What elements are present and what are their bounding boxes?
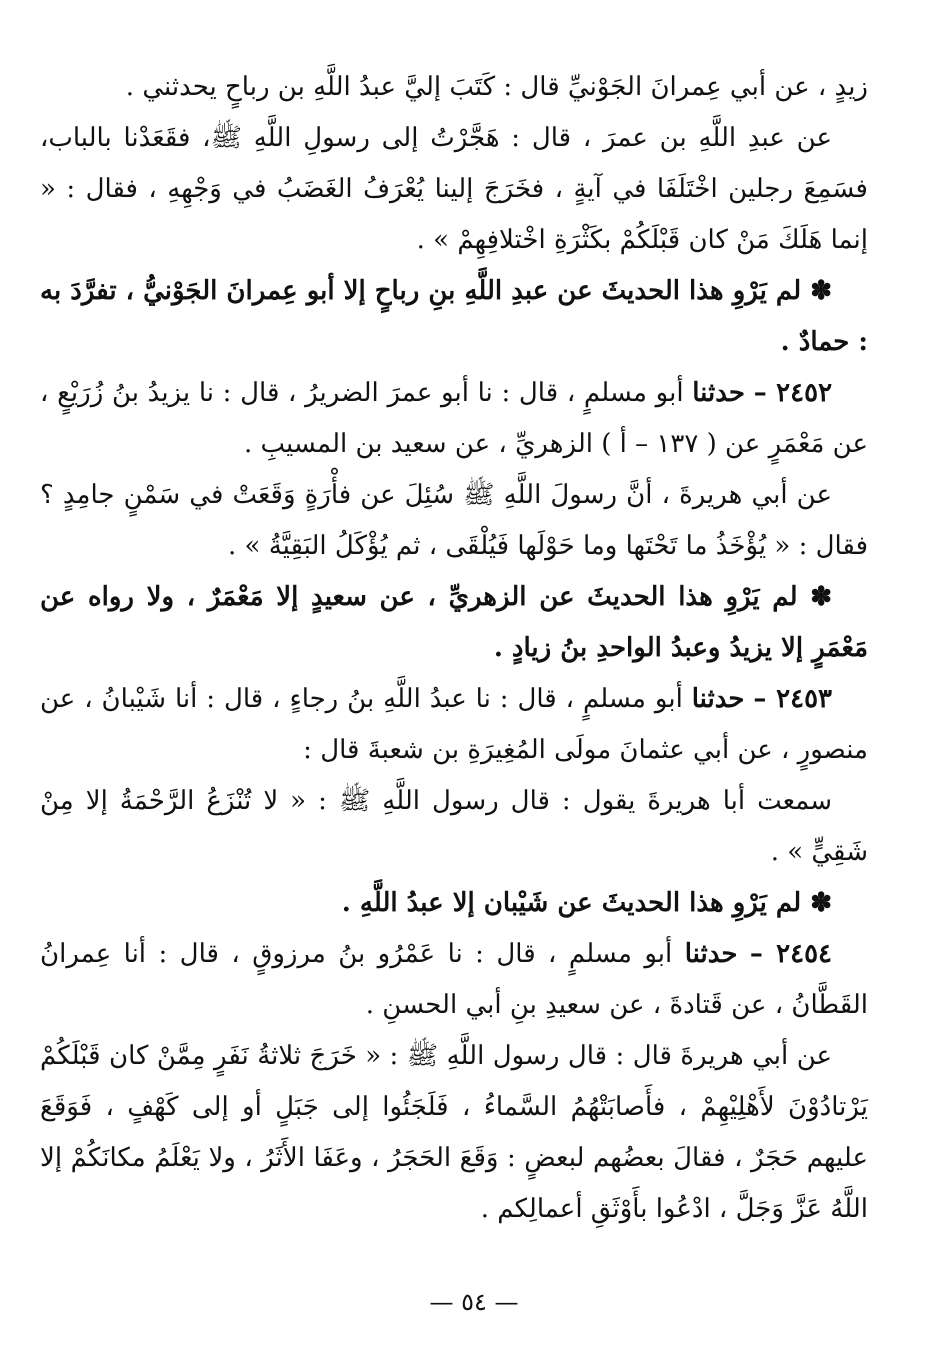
paragraph-hadith-isnad — [40, 929, 868, 1031]
paragraph-hadith-matn: سمعت أبا هريرةَ يقول : قال رسول اللَّهِ ﷺ : « لا تُنْزَعُ الرَّحْمَةُ إلا مِنْ شَقِيٍّ » . — [40, 786, 868, 867]
isnad-text: أبو مسلمٍ ، قال : نا عبدُ اللَّهِ بنُ رجاءٍ ، قال : أنا شَيْبانُ ، عن منصورٍ ، عن أبي عثمانَ مولَى المُغِيرَةِ بن شعبةَ قال : — [40, 684, 868, 765]
paragraph-commentary: ✽ لم يَرْوِ هذا الحديثَ عن عبدِ اللَّهِ بنِ رباحٍ إلا أبو عِمرانَ الجَوْنيُّ ، تفرَّدَ به : حمادٌ . — [40, 276, 868, 357]
paragraph-hadith-matn: عن عبدِ اللَّهِ بن عمرَ ، قال : هَجَّرْتُ إلى رسولِ اللَّهِ ﷺ، فقَعَدْنا بالباب، فسَمِعَ رجلين اخْتَلَفَا في آيةٍ ، فخَرَجَ إلينا يُعْرَفُ الغَضَبُ في وَجْهِهِ ، فقال : « إنما هَلَكَ مَنْ كان قَبْلَكُمْ بكَثْرَةِ اخْتلافِهِمْ » . — [40, 123, 868, 255]
hadith-opening-word: حدثنا — [691, 684, 745, 714]
page-number: — ٥٤ — — [429, 1288, 519, 1316]
paragraph-hadith-matn: عن أبي هريرةَ قال : قال رسول اللَّهِ ﷺ : « خَرَجَ ثلاثةُ نَفَرٍ مِمَّنْ كان قَبْلَكُمْ يَرْتادُوْنَ لأَهْلِيْهِمْ ، فأَصابَتْهُمُ السَّماءُ ، فَلَجَئُوا إلى جَبَلٍ أو إلى كَهْفٍ ، فَوَقَعَ عليهم حَجَرٌ ، فقالَ بعضُهم لبعضٍ : وَقَعَ الحَجَرُ ، وعَفَا الأَثَرُ ، ولا يَعْلَمُ مكانَكُمْ إلا اللَّهُ عَزَّ وَجَلَّ ، ادْعُوا بأَوْثَقِ أعمالِكم . — [40, 1041, 868, 1224]
hadith-text-block — [40, 62, 868, 1235]
paragraph-hadith-matn: عن أبي هريرةَ ، أنَّ رسولَ اللَّهِ ﷺ سُئِلَ عن فأْرَةٍ وَقَعَتْ في سَمْنٍ جامِدٍ ؟ فقال : « يُؤْخَذُ ما تَحْتَها وما حَوْلَها فَيُلْقَى ، ثم يُؤْكَلُ البَقِيَّةُ » . — [40, 480, 868, 561]
paragraph-hadith-isnad — [40, 368, 868, 470]
hadith-opening-word: حدثنا — [692, 378, 745, 408]
isnad-text: أبو مسلمٍ ، قال : نا أبو عمرَ الضريرُ ، قال : نا يزيدُ بنُ زُرَيْعٍ ، عن مَعْمَرٍ عن ( ١٣٧ – أ ) الزهريِّ ، عن سعيد بن المسيبِ . — [40, 378, 868, 459]
paragraph-hadith-isnad — [40, 674, 868, 776]
isnad-text: أبو مسلمٍ ، قال : نا عَمْرُو بنُ مرزوقٍ ، قال : أنا عِمرانُ القَطَّانُ ، عن قَتادةَ ، عن سعيدِ بنِ أبي الحسنِ . — [40, 939, 868, 1020]
hadith-number: ٢٤٥٤ – — [749, 939, 832, 969]
hadith-opening-word: حدثنا — [684, 939, 738, 969]
paragraph-commentary: ✽ لم يَرْوِ هذا الحديثَ عن الزهريِّ ، عن سعيدٍ إلا مَعْمَرٌ ، ولا رواه عن مَعْمَرٍ إلا يزيدُ وعبدُ الواحدِ بنُ زيادٍ . — [40, 582, 868, 663]
hadith-number: ٢٤٥٣ – — [753, 684, 832, 714]
hadith-number: ٢٤٥٢ – — [753, 378, 833, 408]
paragraph-commentary: ✽ لم يَرْوِ هذا الحديثَ عن شَيْبان إلا عبدُ اللَّهِ . — [341, 888, 832, 918]
paragraph-chain-continuation: زيدٍ ، عن أبي عِمرانَ الجَوْنيِّ قال : كَتَبَ إليَّ عبدُ اللَّهِ بن رباحٍ يحدثني . — [125, 72, 868, 102]
